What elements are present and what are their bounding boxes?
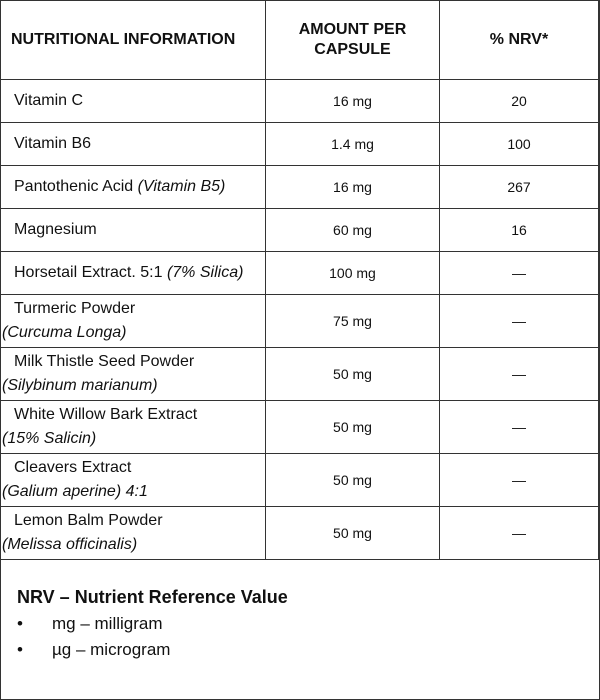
nrv-cell: 16: [440, 209, 599, 252]
nutrient-name: [1, 166, 266, 209]
nutrient-label: Horsetail Extract. 5:1: [14, 264, 167, 281]
nutrient-label: Vitamin C: [14, 92, 84, 109]
nutrient-label: Turmeric Powder: [14, 300, 136, 317]
table-row: [1, 166, 599, 209]
unit-legend-text: mg – milligram: [52, 614, 163, 633]
nrv-legend-title: NRV – Nutrient Reference Value: [17, 587, 288, 607]
nutrient-label: Milk Thistle Seed Powder: [14, 353, 195, 370]
nrv-cell: —: [440, 454, 599, 507]
amount-cell: 60 mg: [266, 209, 440, 252]
nutrient-name: [1, 348, 266, 401]
table-row: [1, 295, 599, 348]
nrv-cell: —: [440, 348, 599, 401]
amount-cell: 16 mg: [266, 80, 440, 123]
nutrient-sub-label: (15% Salicin): [2, 430, 97, 447]
nutrient-label: Cleavers Extract: [14, 459, 132, 476]
nutrient-sub-label: (Galium aperine) 4:1: [2, 483, 148, 500]
nutrient-name: [1, 295, 266, 348]
nutrient-sub-label: (7% Silica): [166, 264, 244, 281]
nutrient-name: [1, 401, 266, 454]
amount-cell: 50 mg: [266, 348, 440, 401]
table-header-row: [1, 1, 599, 80]
header-amount-label: AMOUNT PER CAPSULE: [298, 21, 407, 58]
nutrient-name: [1, 252, 266, 295]
nutrient-sub-label: (Melissa officinalis): [2, 536, 138, 553]
unit-legend-list: [17, 611, 288, 663]
nutrient-name: [1, 454, 266, 507]
nutrient-label: Vitamin B6: [14, 135, 92, 152]
bullet-icon: •: [17, 640, 23, 659]
nrv-cell: 267: [440, 166, 599, 209]
table-row: [1, 348, 599, 401]
table-row: [1, 454, 599, 507]
footer-legend: [17, 585, 288, 663]
amount-cell: 75 mg: [266, 295, 440, 348]
nutrient-name: [1, 507, 266, 560]
table-row: [1, 401, 599, 454]
table-row: [1, 80, 599, 123]
nrv-cell: —: [440, 295, 599, 348]
list-item: [17, 637, 288, 663]
nrv-cell: 100: [440, 123, 599, 166]
amount-cell: 50 mg: [266, 507, 440, 560]
nutrient-name: [1, 123, 266, 166]
table-row: [1, 507, 599, 560]
table-row: [1, 123, 599, 166]
nutrient-label: Pantothenic Acid: [14, 178, 138, 195]
nrv-cell: 20: [440, 80, 599, 123]
nutrient-sub-label: (Vitamin B5): [137, 178, 226, 195]
header-nrv: % NRV*: [440, 1, 599, 80]
amount-cell: 1.4 mg: [266, 123, 440, 166]
amount-cell: 16 mg: [266, 166, 440, 209]
nutrient-name: [1, 80, 266, 123]
nutrient-label: Lemon Balm Powder: [14, 512, 163, 529]
nutrient-label: White Willow Bark Extract: [14, 406, 198, 423]
table-row: [1, 252, 599, 295]
nrv-cell: —: [440, 401, 599, 454]
unit-legend-text: µg – microgram: [52, 640, 171, 659]
nutrient-sub-label: (Curcuma Longa): [2, 324, 127, 341]
nutrient-label: Magnesium: [14, 221, 97, 238]
table-row: [1, 209, 599, 252]
list-item: [17, 611, 288, 637]
nrv-cell: —: [440, 252, 599, 295]
bullet-icon: •: [17, 614, 23, 633]
nutrient-sub-label: (Silybinum marianum): [2, 377, 158, 394]
nrv-cell: —: [440, 507, 599, 560]
header-amount-per-capsule: [266, 1, 440, 80]
nutrient-name: [1, 209, 266, 252]
amount-cell: 100 mg: [266, 252, 440, 295]
header-nutritional-information: NUTRITIONAL INFORMATION: [1, 1, 266, 80]
amount-cell: 50 mg: [266, 401, 440, 454]
amount-cell: 50 mg: [266, 454, 440, 507]
